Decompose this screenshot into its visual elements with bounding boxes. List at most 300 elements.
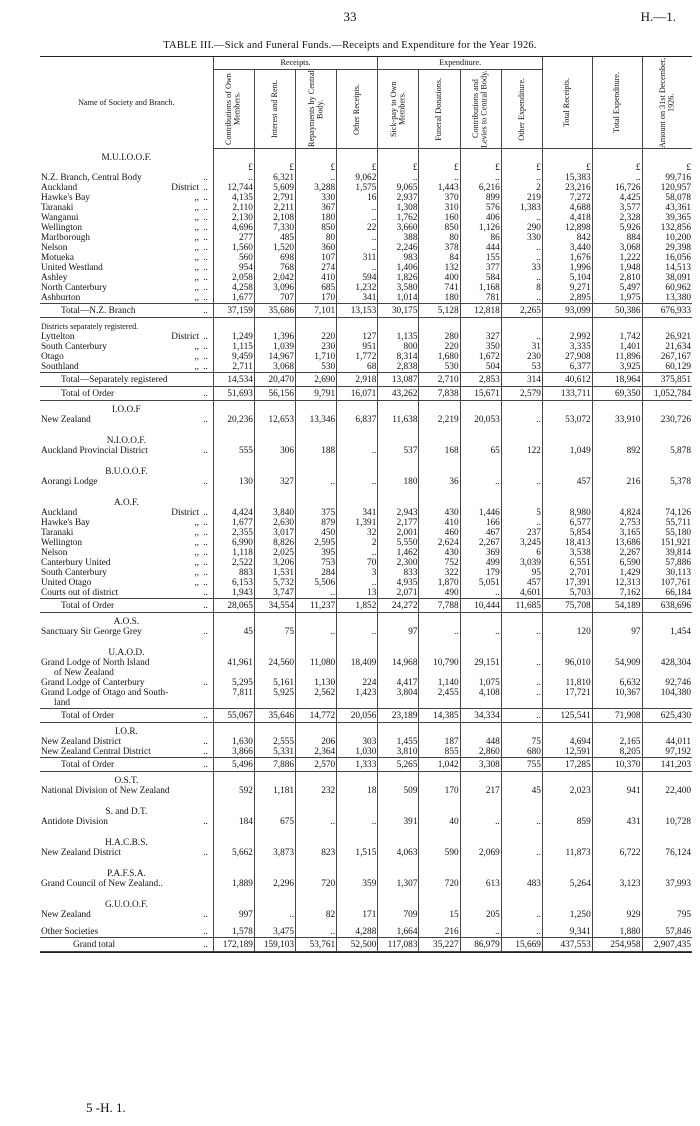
empty-cell xyxy=(460,494,501,508)
value-cell: 592 xyxy=(213,786,254,796)
spacer-cell xyxy=(296,425,337,432)
value-cell: 2,300 xyxy=(378,558,419,568)
row-name: Grand Lodge of Otago and South- xyxy=(41,688,169,698)
value-cell: .. xyxy=(296,477,337,487)
value-cell: 232 xyxy=(296,786,337,796)
value-cell: 410 xyxy=(419,518,460,528)
value-cell: 3,538 xyxy=(542,548,592,558)
empty-cell xyxy=(296,644,337,658)
value-cell: 11,080 xyxy=(296,658,337,668)
value-cell: 51,693 xyxy=(213,387,254,401)
column-header: Other Expenditure. xyxy=(501,70,542,149)
value-cell: 5,265 xyxy=(378,758,419,772)
value-cell: 530 xyxy=(419,362,460,373)
value-cell: 40 xyxy=(419,817,460,827)
value-cell: 267,167 xyxy=(642,352,692,362)
empty-cell xyxy=(378,494,419,508)
empty-cell xyxy=(213,698,254,709)
table-row xyxy=(40,273,692,283)
empty-cell xyxy=(501,865,542,879)
value-cell: 410 xyxy=(296,273,337,283)
leader-dots: .. xyxy=(203,253,208,263)
value-cell: 310 xyxy=(419,203,460,213)
value-cell: 3,039 xyxy=(501,558,542,568)
value-cell: .. xyxy=(501,253,542,263)
value-cell: 4,418 xyxy=(542,213,592,223)
value-cell: 132 xyxy=(419,263,460,273)
value-cell: 6,577 xyxy=(542,518,592,528)
value-cell: 1,039 xyxy=(254,342,295,352)
spacer-cell xyxy=(642,827,692,834)
value-cell: 1,943 xyxy=(213,588,254,599)
value-cell: 537 xyxy=(378,446,419,456)
value-cell: 16 xyxy=(337,193,378,203)
value-cell: 13,087 xyxy=(378,373,419,387)
name-cell xyxy=(40,578,213,588)
spacer-cell xyxy=(378,858,419,865)
row-name: North Canterbury xyxy=(41,283,107,293)
spacer-cell xyxy=(337,637,378,644)
value-cell: 327 xyxy=(254,477,295,487)
name-cell xyxy=(40,149,213,164)
section-header-row xyxy=(40,723,692,738)
section-name: I.O.R. xyxy=(114,727,138,737)
spacer-cell xyxy=(337,889,378,896)
value-cell: 97,192 xyxy=(642,747,692,758)
value-cell: 3,068 xyxy=(592,243,642,253)
value-cell: 879 xyxy=(296,518,337,528)
name-cell xyxy=(40,879,213,889)
total-row xyxy=(40,758,692,772)
empty-cell xyxy=(254,723,295,738)
value-cell: 1,454 xyxy=(642,627,692,637)
name-cell xyxy=(40,362,213,373)
leader-dots: .. xyxy=(203,627,208,637)
section-header-row xyxy=(40,803,692,817)
name-cell xyxy=(40,747,213,758)
value-cell: 60,962 xyxy=(642,283,692,293)
empty-cell xyxy=(378,698,419,709)
value-cell: 4,694 xyxy=(542,737,592,747)
value-cell: 590 xyxy=(419,848,460,858)
value-cell: .. xyxy=(501,213,542,223)
district-label: ,, xyxy=(194,548,200,558)
name-cell xyxy=(40,304,213,318)
spacer-cell xyxy=(419,889,460,896)
table-row xyxy=(40,193,692,203)
value-cell: 460 xyxy=(419,528,460,538)
value-cell: 638,696 xyxy=(642,599,692,613)
spacer-cell xyxy=(40,889,213,896)
value-cell: .. xyxy=(296,173,337,183)
value-cell: 6,990 xyxy=(213,538,254,548)
spacer-cell xyxy=(419,796,460,803)
empty-cell xyxy=(460,432,501,446)
value-cell: 6,632 xyxy=(592,678,642,688)
value-cell: 4,688 xyxy=(542,203,592,213)
spacer-cell xyxy=(542,827,592,834)
value-cell: 375,851 xyxy=(642,373,692,387)
value-cell: 10,200 xyxy=(642,233,692,243)
value-cell: 490 xyxy=(419,588,460,599)
empty-cell xyxy=(213,432,254,446)
value-cell: 2,455 xyxy=(419,688,460,698)
empty-cell xyxy=(378,834,419,848)
value-cell: 133,711 xyxy=(542,387,592,401)
value-cell: 187 xyxy=(419,737,460,747)
name-cell xyxy=(40,432,213,446)
section-name: G.U.O.O.F. xyxy=(104,900,148,910)
column-header: Total Receipts. xyxy=(542,57,592,149)
value-cell: 2,555 xyxy=(254,737,295,747)
value-cell: 2,570 xyxy=(296,758,337,772)
empty-cell xyxy=(642,865,692,879)
value-cell: 1,042 xyxy=(419,758,460,772)
value-cell: 10,444 xyxy=(460,599,501,613)
value-cell: 16,726 xyxy=(592,183,642,193)
value-cell: 2,001 xyxy=(378,528,419,538)
total-row xyxy=(40,373,692,387)
leader-dots: .. xyxy=(203,173,208,183)
value-cell: 322 xyxy=(419,568,460,578)
value-cell: 66,184 xyxy=(642,588,692,599)
empty-cell xyxy=(296,432,337,446)
value-cell: 450 xyxy=(296,528,337,538)
spacer-row xyxy=(40,425,692,432)
value-cell: 2,071 xyxy=(378,588,419,599)
name-cell xyxy=(40,446,213,456)
value-cell: 54,189 xyxy=(592,599,642,613)
spacer-cell xyxy=(642,487,692,494)
empty-cell xyxy=(419,723,460,738)
spacer-cell xyxy=(378,425,419,432)
value-cell: 3,165 xyxy=(592,528,642,538)
value-cell: 70 xyxy=(337,558,378,568)
leader-dots: .. xyxy=(203,193,208,203)
value-cell: 8,205 xyxy=(592,747,642,758)
leader-dots: .. xyxy=(203,538,208,548)
value-cell: .. xyxy=(501,817,542,827)
empty-cell xyxy=(337,149,378,164)
value-cell: 3,475 xyxy=(254,927,295,938)
value-cell: 1,515 xyxy=(337,848,378,858)
spacer-row xyxy=(40,487,692,494)
value-cell: 57,886 xyxy=(642,558,692,568)
value-cell: 30,113 xyxy=(642,568,692,578)
empty-cell xyxy=(213,463,254,477)
leader-dots: .. xyxy=(203,759,208,770)
district-label: ,, xyxy=(194,203,200,213)
empty-cell xyxy=(419,463,460,477)
empty-cell xyxy=(501,896,542,910)
row-name: Hawke's Bay xyxy=(41,518,90,528)
value-cell: .. xyxy=(296,627,337,637)
value-cell: 53,761 xyxy=(296,938,337,952)
spacer-cell xyxy=(296,920,337,927)
value-cell: 406 xyxy=(460,213,501,223)
value-cell: 5,264 xyxy=(542,879,592,889)
column-header: Sick-pay to Own Members. xyxy=(378,70,419,149)
empty-cell xyxy=(501,668,542,678)
empty-cell xyxy=(296,723,337,738)
value-cell: 3,840 xyxy=(254,508,295,518)
row-name: Total of Order xyxy=(61,759,115,770)
value-cell: 122 xyxy=(501,446,542,456)
value-cell: 1,249 xyxy=(213,332,254,342)
value-cell: 58,078 xyxy=(642,193,692,203)
district-label: ,, xyxy=(194,263,200,273)
empty-cell xyxy=(542,834,592,848)
value-cell: .. xyxy=(592,173,642,183)
value-cell: 20,053 xyxy=(460,415,501,425)
spacer-cell xyxy=(296,637,337,644)
value-cell: 850 xyxy=(296,223,337,233)
leader-dots: .. xyxy=(203,293,208,303)
value-cell: 444 xyxy=(460,243,501,253)
value-cell: 120 xyxy=(542,627,592,637)
leader-dots: .. xyxy=(203,927,208,937)
value-cell: 15 xyxy=(419,910,460,920)
empty-cell xyxy=(592,668,642,678)
value-cell: 359 xyxy=(337,879,378,889)
empty-cell xyxy=(378,149,419,164)
value-cell: 1,391 xyxy=(337,518,378,528)
empty-cell xyxy=(592,432,642,446)
table-row xyxy=(40,263,692,273)
value-cell: 35,646 xyxy=(254,709,295,723)
value-cell: 1,181 xyxy=(254,786,295,796)
expenditure-group-header: Expenditure. xyxy=(378,57,543,70)
row-name: Grand Council of New Zealand.. xyxy=(41,879,163,889)
value-cell: 7,838 xyxy=(419,387,460,401)
value-cell: 34,554 xyxy=(254,599,295,613)
table-row xyxy=(40,658,692,668)
value-cell: 217 xyxy=(460,786,501,796)
value-cell: .. xyxy=(501,518,542,528)
column-header: Other Receipts. xyxy=(337,70,378,149)
value-cell: 1,307 xyxy=(378,879,419,889)
value-cell: 859 xyxy=(542,817,592,827)
value-cell: 6,216 xyxy=(460,183,501,193)
empty-cell xyxy=(592,494,642,508)
spacer-cell xyxy=(378,920,419,927)
empty-cell xyxy=(592,896,642,910)
value-cell: 2,108 xyxy=(254,213,295,223)
value-cell: 17,721 xyxy=(542,688,592,698)
value-cell: 4,135 xyxy=(213,193,254,203)
empty-cell xyxy=(642,803,692,817)
value-cell: 2,130 xyxy=(213,213,254,223)
name-cell xyxy=(40,283,213,293)
empty-cell xyxy=(642,613,692,628)
value-cell: 53 xyxy=(501,362,542,373)
empty-cell xyxy=(254,772,295,787)
value-cell: 378 xyxy=(419,243,460,253)
name-cell xyxy=(40,627,213,637)
value-cell: 205 xyxy=(460,910,501,920)
value-cell: 171 xyxy=(337,910,378,920)
value-cell: 2,267 xyxy=(592,548,642,558)
table-row xyxy=(40,927,692,938)
value-cell: 327 xyxy=(460,332,501,342)
value-cell: 1,222 xyxy=(592,253,642,263)
value-cell: 15,669 xyxy=(501,938,542,952)
value-cell: 76,124 xyxy=(642,848,692,858)
empty-cell xyxy=(542,803,592,817)
table-row xyxy=(40,568,692,578)
table-row xyxy=(40,332,692,342)
table-row xyxy=(40,283,692,293)
value-cell: 22 xyxy=(337,223,378,233)
currency-cell: £ xyxy=(419,163,460,173)
spacer-row xyxy=(40,920,692,927)
row-name: Wellington xyxy=(41,223,83,233)
value-cell: 2,023 xyxy=(542,786,592,796)
value-cell: 330 xyxy=(296,193,337,203)
section-name: B.U.O.O.F. xyxy=(105,467,148,477)
value-cell: 60,129 xyxy=(642,362,692,373)
empty-cell xyxy=(213,803,254,817)
value-cell: 130 xyxy=(213,477,254,487)
empty-cell xyxy=(542,401,592,416)
value-cell: 781 xyxy=(460,293,501,304)
value-cell: 45 xyxy=(213,627,254,637)
value-cell: 391 xyxy=(378,817,419,827)
value-cell: 29,151 xyxy=(460,658,501,668)
value-cell: 86,979 xyxy=(460,938,501,952)
value-cell: 7,886 xyxy=(254,758,295,772)
value-cell: 172,189 xyxy=(213,938,254,952)
value-cell: 30,175 xyxy=(378,304,419,318)
spacer-cell xyxy=(378,889,419,896)
value-cell: 13,686 xyxy=(592,538,642,548)
table-row xyxy=(40,183,692,193)
empty-cell xyxy=(296,803,337,817)
value-cell: 184 xyxy=(213,817,254,827)
empty-cell xyxy=(642,318,692,333)
spacer-cell xyxy=(642,456,692,463)
spacer-cell xyxy=(542,858,592,865)
value-cell: 560 xyxy=(213,253,254,263)
value-cell: 40,612 xyxy=(542,373,592,387)
empty-cell xyxy=(337,772,378,787)
value-cell: 3,017 xyxy=(254,528,295,538)
name-cell xyxy=(40,293,213,304)
name-cell xyxy=(40,213,213,223)
value-cell: 93,099 xyxy=(542,304,592,318)
column-header: Repayments by Central Body. xyxy=(296,70,337,149)
value-cell: 29,398 xyxy=(642,243,692,253)
spacer-row xyxy=(40,889,692,896)
leader-dots: .. xyxy=(203,737,208,747)
value-cell: .. xyxy=(296,588,337,599)
value-cell: 1,232 xyxy=(337,283,378,293)
value-cell: 39,814 xyxy=(642,548,692,558)
column-header: Total Expenditure. xyxy=(592,57,642,149)
district-label: ,, xyxy=(194,223,200,233)
value-cell: 2,296 xyxy=(254,879,295,889)
value-cell: 1,889 xyxy=(213,879,254,889)
value-cell: 367 xyxy=(296,203,337,213)
value-cell: 499 xyxy=(460,558,501,568)
value-cell: .. xyxy=(337,213,378,223)
spacer-cell xyxy=(592,858,642,865)
empty-cell xyxy=(378,644,419,658)
table-row xyxy=(40,173,692,183)
value-cell: 5,331 xyxy=(254,747,295,758)
empty-cell xyxy=(337,644,378,658)
value-cell: 360 xyxy=(296,243,337,253)
spacer-cell xyxy=(592,796,642,803)
name-cell xyxy=(40,173,213,183)
value-cell: 314 xyxy=(501,373,542,387)
spacer-cell xyxy=(213,425,254,432)
value-cell: 20,236 xyxy=(213,415,254,425)
value-cell: 1,531 xyxy=(254,568,295,578)
name-cell xyxy=(40,163,213,173)
value-cell: 2,211 xyxy=(254,203,295,213)
value-cell: 2,265 xyxy=(501,304,542,318)
spacer-cell xyxy=(542,796,592,803)
district-label: ,, xyxy=(194,568,200,578)
table-row xyxy=(40,342,692,352)
empty-cell xyxy=(296,149,337,164)
value-cell: 437,553 xyxy=(542,938,592,952)
spacer-cell xyxy=(501,920,542,927)
value-cell: 206 xyxy=(296,737,337,747)
name-cell xyxy=(40,352,213,362)
value-cell: 9,062 xyxy=(337,173,378,183)
value-cell: 1,126 xyxy=(460,223,501,233)
empty-cell xyxy=(542,865,592,879)
row-name: land xyxy=(54,698,71,708)
spacer-cell xyxy=(460,637,501,644)
value-cell: 1,423 xyxy=(337,688,378,698)
value-cell: .. xyxy=(337,203,378,213)
empty-cell xyxy=(592,401,642,416)
value-cell: 4,063 xyxy=(378,848,419,858)
value-cell: 1,140 xyxy=(419,678,460,688)
currency-cell: £ xyxy=(378,163,419,173)
value-cell: 899 xyxy=(460,193,501,203)
value-cell: 52,500 xyxy=(337,938,378,952)
value-cell: 3,068 xyxy=(254,362,295,373)
value-cell: 14,534 xyxy=(213,373,254,387)
empty-cell xyxy=(542,698,592,709)
empty-cell xyxy=(378,896,419,910)
empty-cell xyxy=(213,834,254,848)
district-label: ,, xyxy=(194,352,200,362)
value-cell: 395 xyxy=(296,548,337,558)
name-cell xyxy=(40,588,213,599)
spacer-cell xyxy=(296,827,337,834)
value-cell: .. xyxy=(296,817,337,827)
value-cell: 180 xyxy=(419,293,460,304)
empty-cell xyxy=(501,494,542,508)
spacer-cell xyxy=(213,827,254,834)
value-cell: 14,772 xyxy=(296,709,337,723)
total-row xyxy=(40,387,692,401)
section-header-row xyxy=(40,772,692,787)
value-cell: 35,686 xyxy=(254,304,295,318)
name-cell xyxy=(40,273,213,283)
value-cell: 983 xyxy=(378,253,419,263)
value-cell: 2,355 xyxy=(213,528,254,538)
leader-dots: .. xyxy=(203,558,208,568)
value-cell: 741 xyxy=(419,283,460,293)
table-row xyxy=(40,848,692,858)
spacer-cell xyxy=(460,456,501,463)
